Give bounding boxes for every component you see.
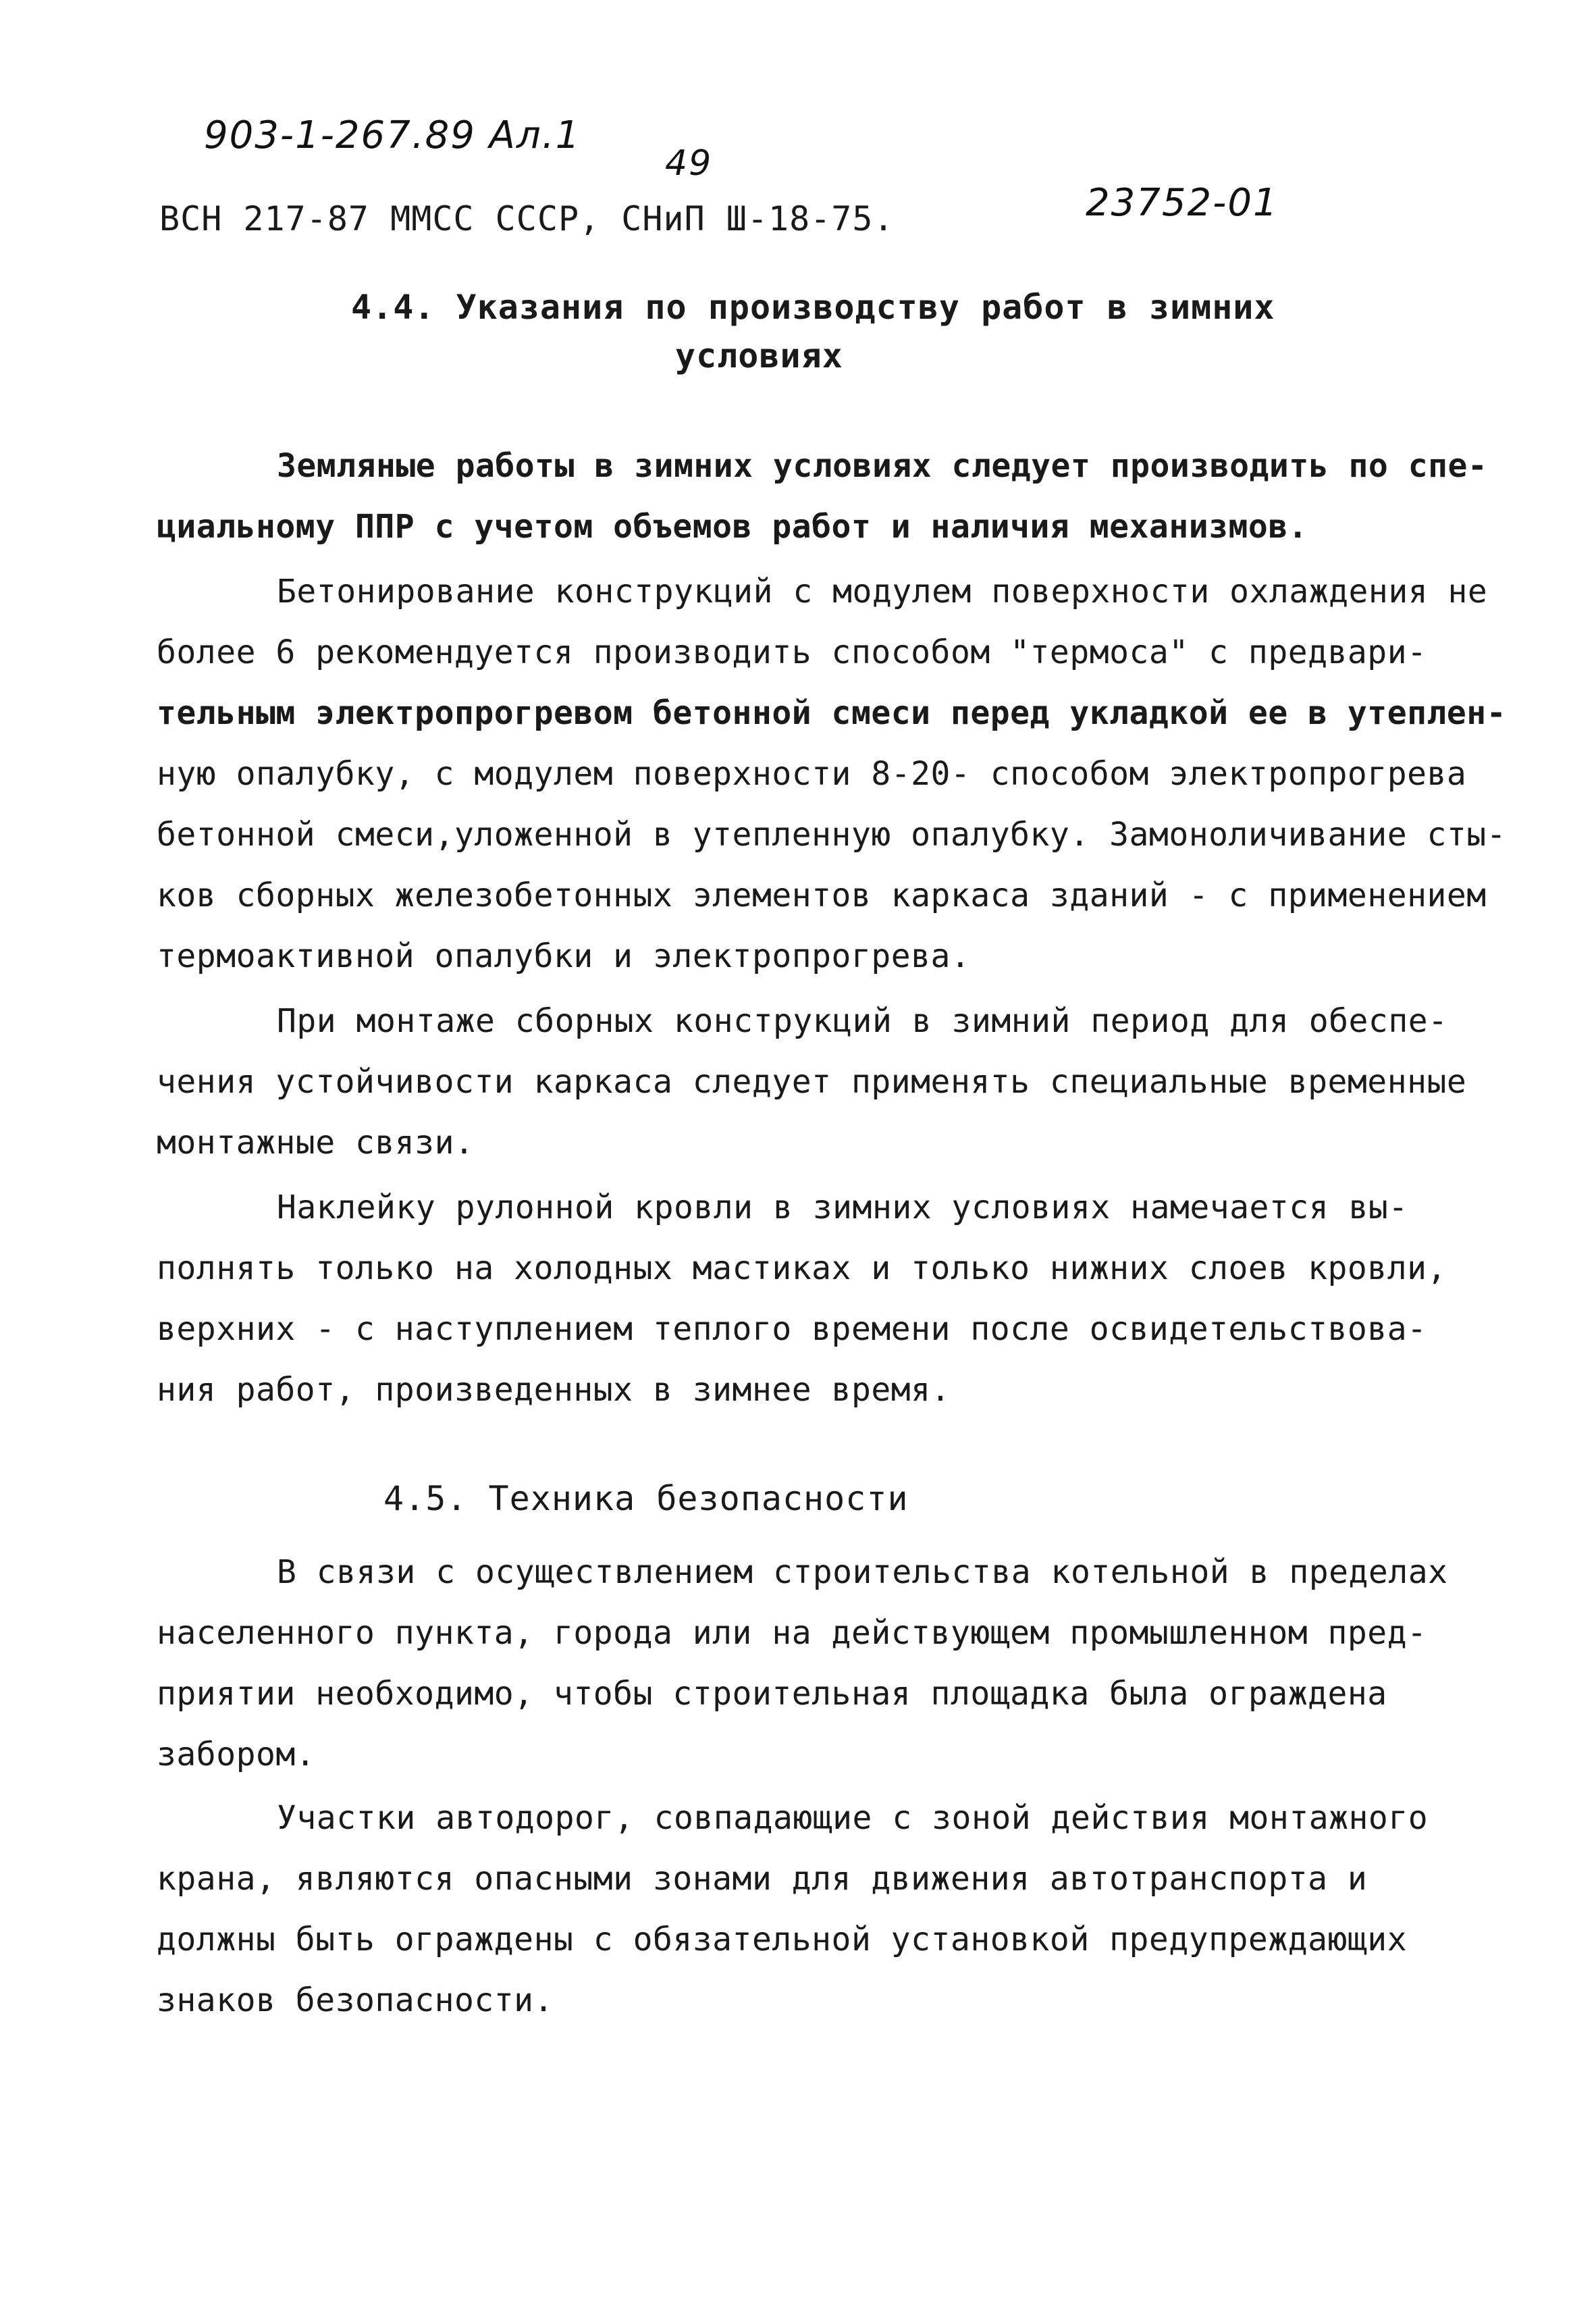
text-line: тельным электропрогревом бетонной смеси перед укладкой ее в утеплен-	[157, 694, 1507, 732]
reference-line: ВСН 217-87 ММСС СССР, СНиП Ш-18-75.	[159, 199, 895, 238]
text-line: более 6 рекомендуется производить способом "термоса" с предвари-	[157, 633, 1427, 671]
text-line: населенного пункта, города или на действующем промышленном пред-	[157, 1614, 1427, 1652]
handwritten-page-number: 49	[665, 143, 713, 184]
handwritten-inventory-number: 23752-01	[1086, 181, 1279, 225]
text-line: ния работ, произведенных в зимнее время.	[157, 1371, 951, 1409]
text-line: бетонной смеси,уложенной в утепленную опалубку. Замоноличивание сты-	[157, 816, 1507, 854]
section-4-5-heading: 4.5. Техника безопасности	[383, 1479, 909, 1518]
text-line: приятии необходимо, чтобы строительная площадка была ограждена	[157, 1675, 1387, 1713]
text-line: В связи с осуществлением строительства котельной в пределах	[277, 1553, 1448, 1591]
text-line: При монтаже сборных конструкций в зимний период для обеспе-	[277, 1002, 1448, 1040]
text-line: забором.	[157, 1736, 316, 1773]
text-line: должны быть ограждены с обязательной установкой предупреждающих	[157, 1921, 1408, 1958]
section-4-4-heading-line2: условиях	[675, 336, 843, 375]
text-line: Бетонирование конструкций с модулем поверхности охлаждения не	[277, 573, 1488, 610]
text-line: термоактивной опалубки и электропрогрева.	[157, 937, 971, 975]
text-line: крана, являются опасными зонами для движения автотранспорта и	[157, 1860, 1368, 1898]
text-line: циальному ППР с учетом объемов работ и наличия механизмов.	[157, 508, 1308, 546]
text-line: верхних - с наступлением теплого времени после освидетельствова-	[157, 1310, 1427, 1348]
handwritten-doc-code: 903-1-267.89 Ал.1	[204, 113, 581, 157]
text-line: Наклейку рулонной кровли в зимних условиях намечается вы-	[277, 1189, 1408, 1226]
text-line: полнять только на холодных мастиках и только нижних слоев кровли,	[157, 1249, 1447, 1287]
text-line: чения устойчивости каркаса следует применять специальные временные	[157, 1063, 1467, 1101]
section-4-4-heading-line1: 4.4. Указания по производству работ в зимних	[351, 288, 1275, 327]
text-line: ков сборных железобетонных элементов каркаса зданий - с применением	[157, 877, 1487, 914]
text-line: Земляные работы в зимних условиях следует производить по спе-	[277, 447, 1488, 485]
text-line: знаков безопасности.	[157, 1981, 554, 2019]
text-line: монтажные связи.	[157, 1124, 475, 1162]
text-line: Участки автодорог, совпадающие с зоной действия монтажного	[277, 1799, 1429, 1837]
text-line: ную опалубку, с модулем поверхности 8-20- способом электропрогрева	[157, 755, 1467, 793]
